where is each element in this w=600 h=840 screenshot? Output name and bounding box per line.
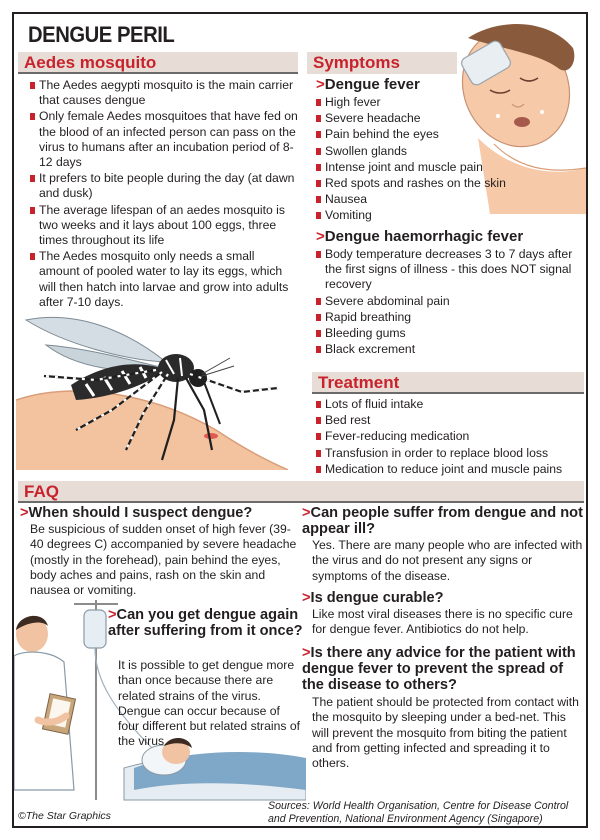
mosquito-illustration [16,300,288,470]
symptom-item: High fever [316,95,516,110]
aedes-fact-item: The Aedes aegypti mosquito is the main carrier that causes dengue [30,78,298,108]
symptom-item: Black excrement [316,342,584,357]
faq-question-5-text: Is there any advice for the patient with dengue fever to prevent the spread of the disease to others? [302,645,576,693]
symptom-item: Bleeding gums [316,326,584,341]
symptoms-heading: Symptoms [307,52,457,74]
treatment-item: Fever-reducing medication [316,429,584,444]
symptom-item: Pain behind the eyes [316,127,516,142]
aedes-fact-item: The Aedes mosquito only needs a small amount of pooled water to lay its eggs, which will then hatch into larvae and grow into adults after 7-10 days. [30,249,298,310]
faq-answer-5: The patient should be protected from contact with the mosquito by sleeping under a bed-net. This will prevent the mosquito from biting the patient and from getting infected and spreading it to others. [312,695,579,771]
faq-question-4-text: Is dengue curable? [310,590,444,606]
symptom-item: Body temperature decreases 3 to 7 days after the first signs of illness - this does NOT signal recovery [316,247,584,293]
graphics-credit: ©The Star Graphics [18,810,111,822]
chevron-right-icon: > [316,228,325,245]
treatment-item: Transfusion in order to replace blood loss [316,446,584,461]
symptom-item: Nausea [316,192,516,207]
treatment-item: Medication to reduce joint and muscle pains [316,462,584,477]
faq-question-4 [302,590,586,606]
faq-question-1-text: When should I suspect dengue? [28,505,253,521]
page-title: DENGUE PERIL [28,22,175,47]
aedes-fact-item: It prefers to bite people during the day (at dawn and dusk) [30,171,298,201]
aedes-fact-item: Only female Aedes mosquitoes that have fed on the blood of an infected person can pass on the virus to humans after an incubation period of 8-12 days [30,109,298,170]
treatment-item: Bed rest [316,413,584,428]
faq-question-3-text: Can people suffer from dengue and not appear ill? [302,505,583,537]
treatment-item: Lots of fluid intake [316,397,584,412]
dengue-fever-title [316,76,466,93]
faq-answer-4: Like most viral diseases there is no specific cure for dengue fever. Antibiotics do not help. [312,607,573,637]
faq-question-1 [20,505,300,521]
dhf-label: Dengue haemorrhagic fever [324,228,524,245]
faq-question-2-text: Can you get dengue again after suffering from it once? [108,607,303,639]
symptom-item: Swollen glands [316,144,516,159]
aedes-facts-list [30,78,298,311]
sources-note: Sources: World Health Organisation, Centre for Disease Control and Prevention, National Environment Agency (Singapore) [268,800,569,825]
chevron-right-icon: > [108,607,117,623]
chevron-right-icon: > [302,645,311,661]
symptom-item: Intense joint and muscle pain [316,160,516,175]
faq-question-2 [108,607,304,639]
faq-answer-2: It is possible to get dengue more than once because there are related strains of the virus. Dengue can occur because of four different but related strains of the virus. [118,658,301,749]
chevron-right-icon: > [302,590,311,606]
faq-answer-1: Be suspicious of sudden onset of high fever (39-40 degrees C) accompanied by severe headache (mostly in the forehead), pain behind the eyes, body aches and pains, rash on the skin and nausea or vomiting. [30,522,297,598]
aedes-fact-item: The average lifespan of an aedes mosquito is two weeks and it lays about 100 eggs, three times throughout its life [30,203,298,249]
faq-answer-3: Yes. There are many people who are infected with the virus and do not present any signs or symptoms of the disease. [312,538,583,583]
symptom-item: Severe headache [316,111,516,126]
chevron-right-icon: > [302,505,311,521]
symptom-item: Rapid breathing [316,310,584,325]
dengue-fever-symptoms-list [316,95,516,225]
faq-question-3 [302,505,586,537]
faq-question-5 [302,645,586,693]
dengue-fever-label: Dengue fever [324,76,420,93]
symptom-item: Vomiting [316,208,516,223]
aedes-heading: Aedes mosquito [18,52,298,74]
symptom-item: Red spots and rashes on the skin [316,176,516,191]
chevron-right-icon: > [316,76,325,93]
dhf-title [316,228,584,245]
symptom-item: Severe abdominal pain [316,294,584,309]
faq-heading: FAQ [18,481,584,503]
chevron-right-icon: > [20,505,29,521]
treatment-list [316,397,584,478]
dhf-symptoms-list [316,247,584,358]
treatment-heading: Treatment [312,372,584,394]
